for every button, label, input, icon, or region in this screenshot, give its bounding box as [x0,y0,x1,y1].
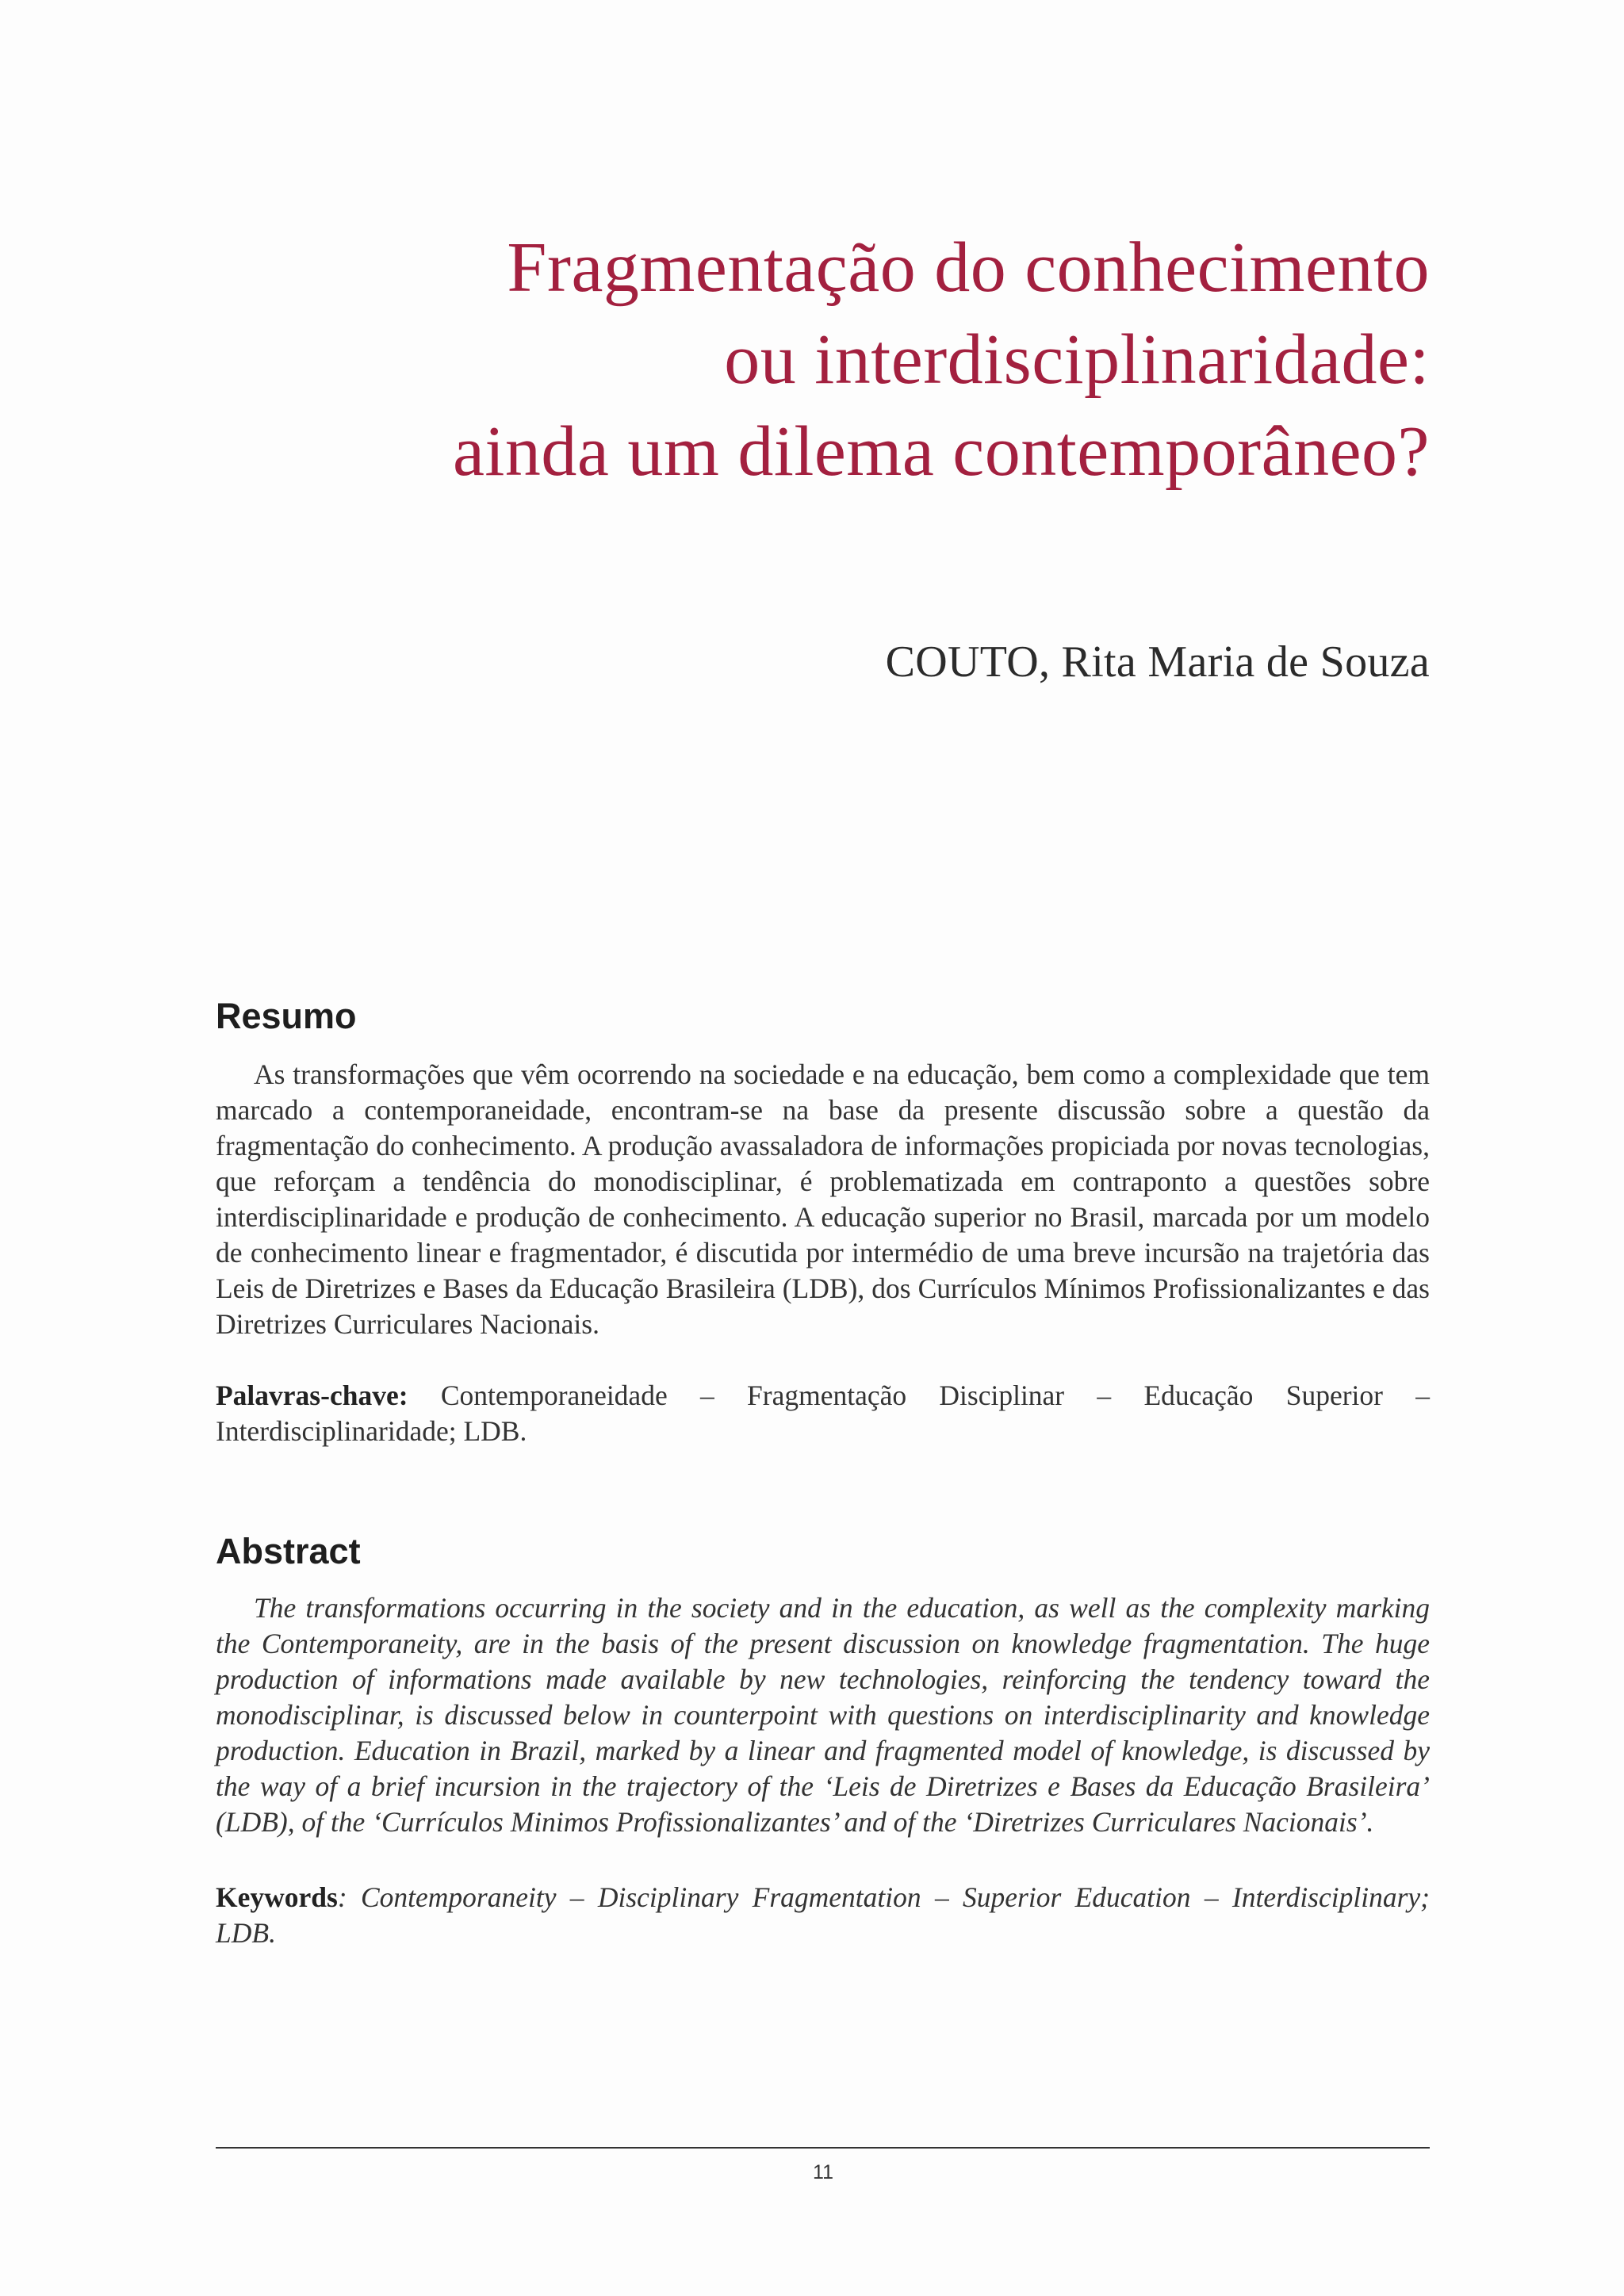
abstract-paragraph: The transformations occurring in the society and in the education, as well as the complexity marking the Contemporaneity, are in the basis of the present discussion on knowledge fragmentation. The huge production of informations made available by new technologies, reinforcing the tendency toward the monodisciplinar, is discussed below in counterpoint with questions on interdisciplinarity and knowledge production. Education in Brazil, marked by a linear and fragmented model of knowledge, is discussed by the way of a brief incursion in the trajectory of the ‘Leis de Diretrizes e Bases da Educação Brasileira’ (LDB), of the ‘Currículos Minimos Profissionalizantes’ and of the ‘Diretrizes Curriculares Nacionais’. [216,1592,1430,1838]
keywords [216,1880,1430,1951]
palavras-chave [216,1378,1430,1449]
keywords-label: Keywords [216,1881,338,1913]
abstract-heading: Abstract [216,1531,361,1571]
title-line-1: Fragmentação do conhecimento [507,228,1430,307]
resumo-paragraph: As transformações que vêm ocorrendo na sociedade e na educação, bem como a complexidade que tem marcado a contemporaneidade, encontram-se na base da presente discussão sobre a questão da fragmentação do conhecimento. A produção avassaladora de informações propiciada por novas tecnologias, que reforçam a tendência do monodisciplinar, é problematizada em contraponto a questões sobre interdisciplinaridade e produção de conhecimento. A educação superior no Brasil, marcada por um modelo de conhecimento linear e fragmentador, é discutida por intermédio de uma breve incursão na trajetória das Leis de Diretrizes e Bases da Educação Brasileira (LDB), dos Currículos Mínimos Profissionalizantes e das Diretrizes Curriculares Nacionais. [216,1058,1430,1340]
title-line-2: ou interdisciplinaridade: [724,320,1430,399]
palavras-chave-value: Contemporaneidade – Fragmentação Disciplinar – Educação Superior – Interdisciplinaridade; LDB. [216,1380,1431,1447]
page-number: 11 [813,2161,833,2183]
abstract-body [216,1590,1430,1840]
footer-divider [216,2147,1430,2149]
author-name: COUTO, Rita Maria de Souza [885,637,1430,687]
article-title [317,222,1430,498]
palavras-chave-label: Palavras-chave: [216,1380,408,1411]
title-line-3: ainda um dilema contemporâneo? [452,412,1430,491]
keywords-value: Contemporaneity – Disciplinary Fragmentation – Superior Education – Interdisciplinary; LDB. [216,1881,1430,1949]
resumo-heading: Resumo [216,996,357,1036]
resumo-body [216,1057,1430,1342]
keywords-separator: : [337,1881,361,1913]
